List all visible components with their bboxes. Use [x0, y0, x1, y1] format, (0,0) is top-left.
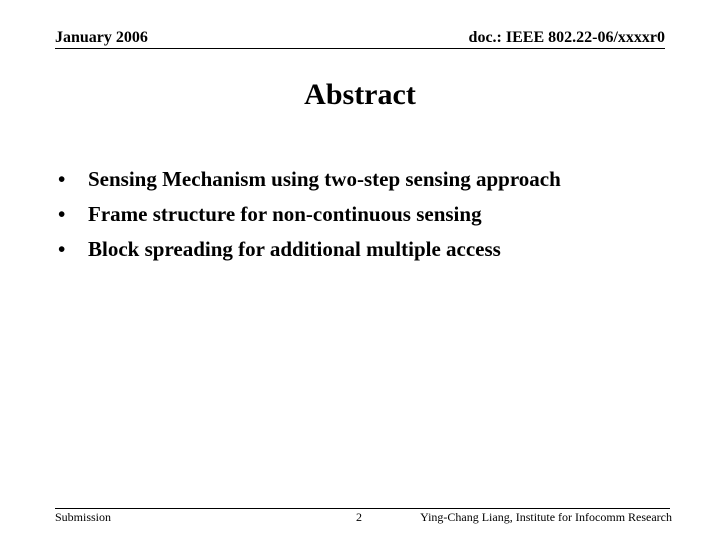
footer-divider	[55, 508, 670, 509]
page-number: 2	[356, 510, 362, 524]
bullet-text: Block spreading for additional multiple access	[88, 237, 501, 261]
bullet-list	[58, 162, 561, 267]
footer-submission: Submission	[55, 510, 112, 524]
footer-author: Ying-Chang Liang, Institute for Infocomm Research	[420, 510, 672, 524]
header-doc-id: doc.: IEEE 802.22-06/xxxxr0	[468, 29, 665, 46]
bullet-text: Sensing Mechanism using two-step sensing approach	[88, 167, 561, 191]
bullet-item	[58, 232, 561, 267]
bullet-item	[58, 162, 561, 197]
bullet-icon: •	[58, 237, 66, 261]
bullet-text: Frame structure for non-continuous sensing	[88, 202, 482, 226]
slide-title: Abstract	[304, 78, 416, 111]
bullet-icon: •	[58, 202, 66, 226]
bullet-icon: •	[58, 167, 66, 191]
header-date: January 2006	[55, 29, 148, 46]
bullet-item	[58, 197, 561, 232]
header-divider	[55, 48, 665, 49]
